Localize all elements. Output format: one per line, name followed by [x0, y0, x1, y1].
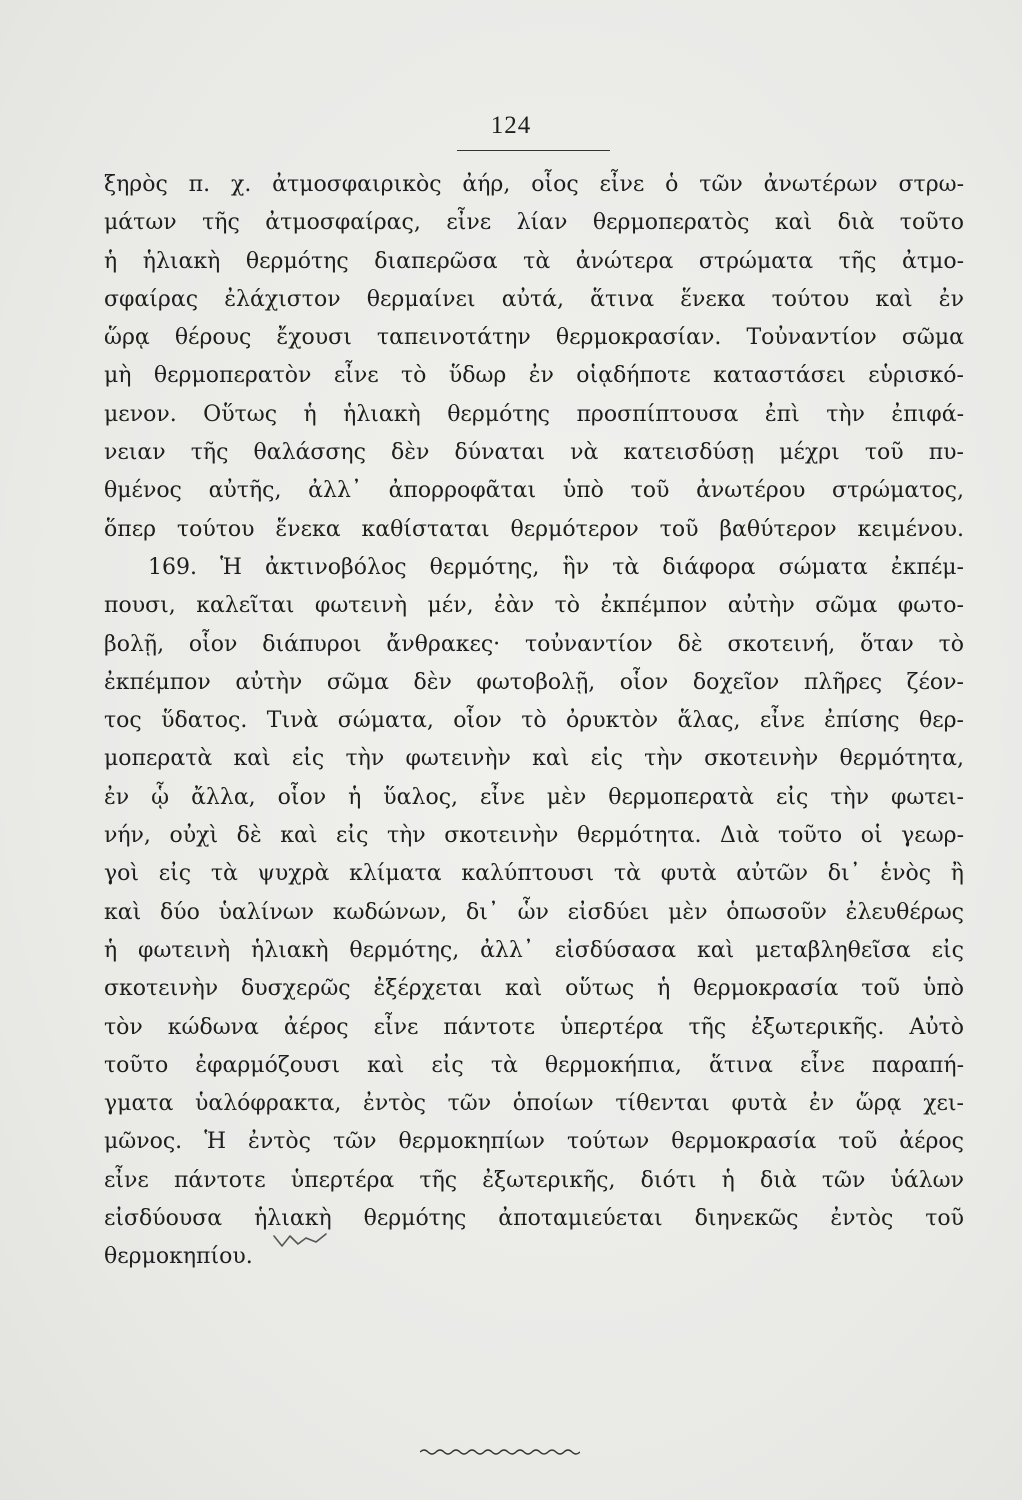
- text-line: μῶνος. Ἡ ἐντὸς τῶν θερμοκηπίων τούτων θερμοκρασία τοῦ ἀέρος: [104, 1129, 964, 1155]
- text-line: ἡ φωτεινὴ ἡλιακὴ θερμότης, ἀλλ᾿ εἰσδύσασα καὶ μεταβληθεῖσα εἰς: [104, 937, 964, 963]
- text-line: θερμοκηπίου.: [104, 1244, 253, 1270]
- pencil-squiggle-mark: [272, 1228, 332, 1250]
- text-line: σκοτεινὴν δυσχερῶς ἐξέρχεται καὶ οὕτως ἡ θερμοκρασία τοῦ ὑπὸ: [104, 976, 964, 1002]
- text-line: θμένος αὐτῆς, ἀλλ᾿ ἀπορροφᾶται ὑπὸ τοῦ ἀνωτέρου στρώματος,: [104, 478, 964, 504]
- text-line: μὴ θερμοπερατὸν εἶνε τὸ ὕδωρ ἐν οἱᾳδήποτε καταστάσει εὑρισκό-: [104, 363, 964, 389]
- text-line: βολῇ, οἷον διάπυροι ἄνθρακες· τοὐναντίον δὲ σκοτεινή, ὅταν τὸ: [104, 631, 964, 657]
- text-line: σφαίρας ἐλάχιστον θερμαίνει αὐτά, ἅτινα ἕνεκα τούτου καὶ ἐν: [104, 286, 964, 312]
- text-line: νήν, οὐχὶ δὲ καὶ εἰς τὴν σκοτεινὴν θερμότητα. Διὰ τοῦτο οἱ γεωρ-: [104, 823, 964, 849]
- text-line: ἡ ἡλιακὴ θερμότης διαπερῶσα τὰ ἀνώτερα στρώματα τῆς ἀτμο-: [104, 248, 964, 274]
- body-text: [104, 166, 964, 1277]
- text-line: τος ὕδατος. Τινὰ σώματα, οἷον τὸ ὀρυκτὸν ἅλας, εἶνε ἐπίσης θερ-: [104, 708, 964, 734]
- end-ornament-wavy-rule: [420, 1447, 580, 1457]
- text-line: γματα ὑαλόφρακτα, ἐντὸς τῶν ὁποίων τίθενται φυτὰ ἐν ὥρᾳ χει-: [104, 1091, 964, 1117]
- text-line: τὸν κώδωνα ἀέρος εἶνε πάντοτε ὑπερτέρα τῆς ἐξωτερικῆς. Αὐτὸ: [104, 1014, 964, 1040]
- text-line: καὶ δύο ὑαλίνων κωδώνων, δι᾿ ὧν εἰσδύει μὲν ὁπωσοῦν ἐλευθέρως: [104, 899, 964, 925]
- text-line: πουσι, καλεῖται φωτεινὴ μέν, ἐὰν τὸ ἐκπέμπον αὐτὴν σῶμα φωτο-: [104, 593, 964, 619]
- text-line: νειαν τῆς θαλάσσης δὲν δύναται νὰ κατεισδύσῃ μέχρι τοῦ πυ-: [104, 440, 964, 466]
- paragraph-start-line: 169. Ἡ ἀκτινοβόλος θερμότης, ἣν τὰ διάφορα σώματα ἐκπέμ-: [148, 554, 964, 580]
- text-line: εἰσδύουσα ἡλιακὴ θερμότης ἀποταμιεύεται διηνεκῶς ἐντὸς τοῦ: [104, 1206, 964, 1232]
- text-line: μάτων τῆς ἀτμοσφαίρας, εἶνε λίαν θερμοπερατὸς καὶ διὰ τοῦτο: [104, 210, 964, 236]
- text-line: ἐκπέμπον αὐτὴν σῶμα δὲν φωτοβολῇ, οἷον δοχεῖον πλῆρες ζέον-: [104, 669, 964, 695]
- header-rule: [457, 150, 610, 151]
- page-number: 124: [490, 112, 532, 139]
- text-line: γοὶ εἰς τὰ ψυχρὰ κλίματα καλύπτουσι τὰ φυτὰ αὐτῶν δι᾿ ἑνὸς ἢ: [104, 861, 964, 887]
- text-line: ἐν ᾧ ἄλλα, οἷον ἡ ὕαλος, εἶνε μὲν θερμοπερατὰ εἰς τὴν φωτει-: [104, 784, 964, 810]
- text-line: μοπερατὰ καὶ εἰς τὴν φωτεινὴν καὶ εἰς τὴν σκοτεινὴν θερμότητα,: [104, 746, 964, 772]
- text-line: τοῦτο ἐφαρμόζουσι καὶ εἰς τὰ θερμοκήπια, ἅτινα εἶνε παραπή-: [104, 1052, 964, 1078]
- text-line: εἶνε πάντοτε ὑπερτέρα τῆς ἐξωτερικῆς, διότι ἡ διὰ τῶν ὑάλων: [104, 1167, 964, 1193]
- text-line: ὥρᾳ θέρους ἔχουσι ταπεινοτάτην θερμοκρασίαν. Τοὐναντίον σῶμα: [104, 325, 964, 351]
- text-line: ὅπερ τούτου ἕνεκα καθίσταται θερμότερον τοῦ βαθύτερον κειμένου.: [104, 516, 964, 542]
- text-line: ξηρὸς π. χ. ἀτμοσφαιρικὸς ἀήρ, οἷος εἶνε ὁ τῶν ἀνωτέρων στρω-: [104, 172, 964, 197]
- text-line: μενον. Οὕτως ἡ ἡλιακὴ θερμότης προσπίπτουσα ἐπὶ τὴν ἐπιφά-: [104, 401, 964, 427]
